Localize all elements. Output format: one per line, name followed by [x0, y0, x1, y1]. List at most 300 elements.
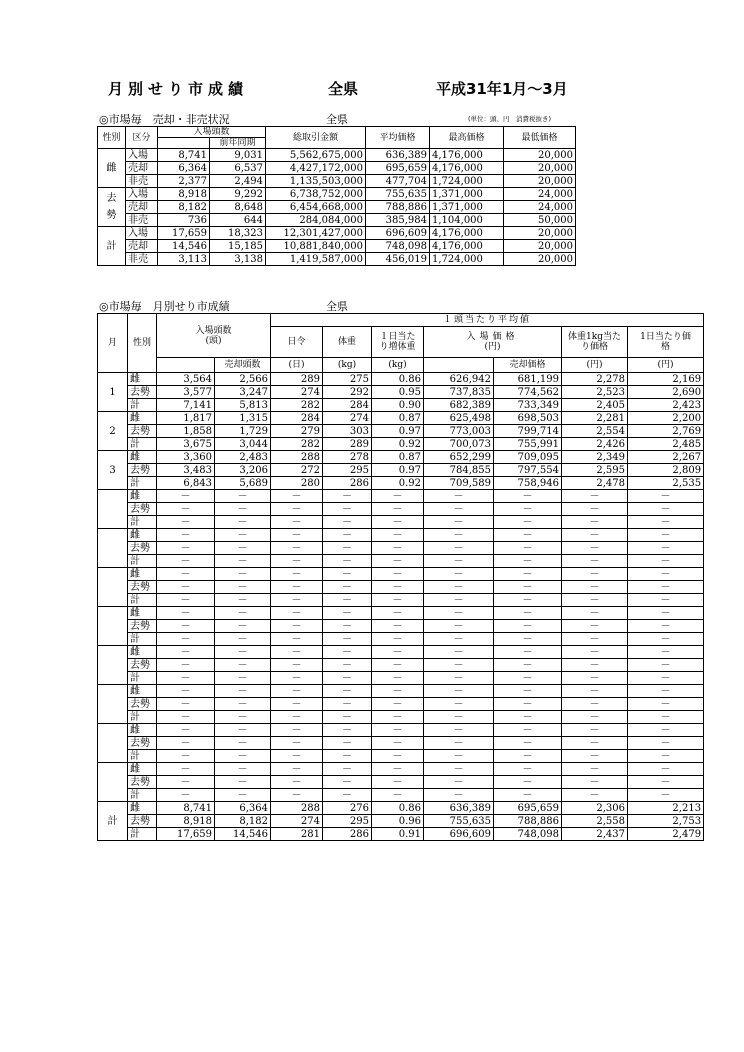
cell-gain: －: [372, 724, 424, 737]
cell-gain: －: [372, 529, 424, 542]
table-row: [98, 425, 704, 438]
cell-avg: 788,886: [366, 201, 430, 214]
table-row: [98, 386, 704, 399]
cell-sold-price: －: [494, 685, 562, 698]
cell-per-day: －: [628, 555, 704, 568]
cell-days: －: [271, 581, 323, 594]
header-gain: [372, 327, 424, 358]
table-row: [98, 802, 704, 815]
header-arrivals: [157, 314, 271, 358]
cell-price: 700,073: [424, 438, 494, 451]
cell-gain: －: [372, 789, 424, 802]
cell-per-day: 2,809: [628, 464, 704, 477]
cell-per-kg: －: [562, 750, 628, 763]
header-weight: 体重: [323, 327, 372, 358]
cell-heads: －: [157, 711, 215, 724]
cell-weight: 286: [323, 828, 372, 841]
cell-amount: 6,738,752,000: [266, 188, 366, 201]
row-sex: 計: [128, 633, 157, 646]
cell-prev-year: 8,648: [210, 201, 266, 214]
cell-sold: －: [215, 555, 271, 568]
table-row: [98, 568, 704, 581]
header-sex: 性別: [128, 314, 157, 373]
table-row: [98, 188, 576, 201]
row-sex: 計: [128, 789, 157, 802]
row-sex: 雌: [128, 451, 157, 464]
row-sex: 去勢: [128, 464, 157, 477]
cell-min: 20,000: [504, 227, 576, 240]
cell-per-day: 2,479: [628, 828, 704, 841]
cell-days: －: [271, 698, 323, 711]
row-class: 入場: [126, 188, 158, 201]
cell-sold-price: －: [494, 607, 562, 620]
cell-per-kg: －: [562, 620, 628, 633]
cell-weight: －: [323, 737, 372, 750]
cell-sold-price: 733,349: [494, 399, 562, 412]
cell-per-day: －: [628, 724, 704, 737]
cell-sold: －: [215, 776, 271, 789]
cell-weight: －: [323, 711, 372, 724]
cell-per-day: －: [628, 789, 704, 802]
cell-days: －: [271, 763, 323, 776]
group-sex: [98, 227, 126, 266]
cell-days: －: [271, 620, 323, 633]
cell-gain: －: [372, 763, 424, 776]
table-row: [98, 698, 704, 711]
cell-avg: 695,659: [366, 162, 430, 175]
header-gain-label: １日当たり増体重: [379, 332, 416, 352]
month-cell: [98, 607, 128, 646]
cell-price: －: [424, 685, 494, 698]
cell-heads: 3,113: [158, 253, 210, 266]
cell-heads: 3,360: [157, 451, 215, 464]
cell-weight: 295: [323, 464, 372, 477]
cell-weight: －: [323, 490, 372, 503]
table-row: [98, 633, 704, 646]
cell-heads: －: [157, 490, 215, 503]
report-title: [100, 78, 620, 100]
cell-heads: －: [157, 542, 215, 555]
table-row: [98, 438, 704, 451]
cell-per-day: －: [628, 685, 704, 698]
cell-price: －: [424, 659, 494, 672]
cell-per-kg: －: [562, 581, 628, 594]
cell-avg: 477,704: [366, 175, 430, 188]
cell-weight: －: [323, 620, 372, 633]
cell-weight: －: [323, 789, 372, 802]
cell-max: 1,371,000: [430, 201, 504, 214]
cell-weight: －: [323, 555, 372, 568]
month-cell: 2: [98, 412, 128, 451]
cell-sold-price: 698,503: [494, 412, 562, 425]
cell-sold-price: 695,659: [494, 802, 562, 815]
cell-sold-price: －: [494, 789, 562, 802]
cell-per-kg: －: [562, 490, 628, 503]
cell-price: 696,609: [424, 828, 494, 841]
cell-gain: －: [372, 594, 424, 607]
header-days: 日令: [271, 327, 323, 358]
header-row: [98, 358, 704, 373]
cell-gain: －: [372, 568, 424, 581]
cell-per-day: －: [628, 490, 704, 503]
cell-sold: 14,546: [215, 828, 271, 841]
header-per-kg: [562, 327, 628, 358]
cell-per-day: －: [628, 763, 704, 776]
cell-sold-price: －: [494, 516, 562, 529]
row-sex: 計: [128, 399, 157, 412]
cell-days: 288: [271, 802, 323, 815]
cell-sold: －: [215, 789, 271, 802]
header-per-day-label: 1日当たり価格: [640, 332, 691, 352]
cell-heads: 8,741: [158, 149, 210, 162]
row-sex: 去勢: [128, 386, 157, 399]
cell-amount: 10,881,840,000: [266, 240, 366, 253]
cell-per-kg: －: [562, 594, 628, 607]
cell-heads: －: [157, 646, 215, 659]
cell-avg: 456,019: [366, 253, 430, 266]
header-per-kg-label: 体重1kg当たり価格: [568, 332, 621, 352]
cell-avg: 636,389: [366, 149, 430, 162]
cell-per-day: －: [628, 581, 704, 594]
cell-sold: －: [215, 724, 271, 737]
cell-sold: 1,315: [215, 412, 271, 425]
cell-gain: －: [372, 646, 424, 659]
cell-price: －: [424, 594, 494, 607]
cell-weight: 275: [323, 373, 372, 386]
header-blank: [424, 358, 494, 373]
header-gain-unit: (kg): [372, 358, 424, 373]
cell-amount: 1,135,503,000: [266, 175, 366, 188]
cell-gain: 0.97: [372, 425, 424, 438]
table-row: [98, 516, 704, 529]
cell-per-kg: 2,595: [562, 464, 628, 477]
table-row: [98, 503, 704, 516]
cell-gain: －: [372, 620, 424, 633]
cell-sold-price: －: [494, 503, 562, 516]
sales-status-table: [97, 126, 576, 266]
cell-heads: －: [157, 685, 215, 698]
cell-heads: 3,564: [157, 373, 215, 386]
cell-sold: －: [215, 672, 271, 685]
cell-gain: －: [372, 516, 424, 529]
cell-weight: －: [323, 633, 372, 646]
table-row: [98, 542, 704, 555]
table-row: [98, 828, 704, 841]
month-cell: 1: [98, 373, 128, 412]
cell-price: －: [424, 607, 494, 620]
cell-gain: 0.91: [372, 828, 424, 841]
cell-days: －: [271, 516, 323, 529]
cell-sold-price: －: [494, 594, 562, 607]
row-class: 入場: [126, 149, 158, 162]
cell-per-day: －: [628, 529, 704, 542]
cell-days: 272: [271, 464, 323, 477]
cell-per-kg: －: [562, 789, 628, 802]
cell-price: －: [424, 633, 494, 646]
table-row: [98, 659, 704, 672]
section1-prefecture: 全県: [326, 113, 348, 126]
row-sex: 去勢: [128, 776, 157, 789]
cell-sold-price: －: [494, 763, 562, 776]
row-class: 非売: [126, 253, 158, 266]
cell-price: －: [424, 516, 494, 529]
cell-sold-price: －: [494, 568, 562, 581]
row-class: 売却: [126, 240, 158, 253]
table-row: [98, 412, 704, 425]
cell-days: 284: [271, 412, 323, 425]
cell-price: 682,389: [424, 399, 494, 412]
cell-heads: －: [157, 633, 215, 646]
header-arrivals-unit: (頭): [205, 335, 222, 346]
cell-days: －: [271, 685, 323, 698]
row-class: 売却: [126, 201, 158, 214]
header-price-label: 入場価格: [466, 332, 519, 342]
cell-sold-price: －: [494, 542, 562, 555]
month-cell: 3: [98, 451, 128, 490]
cell-max: 4,176,000: [430, 149, 504, 162]
row-sex: 去勢: [128, 698, 157, 711]
cell-heads: －: [157, 737, 215, 750]
table-row: [98, 776, 704, 789]
cell-gain: －: [372, 633, 424, 646]
month-cell: 計: [98, 802, 128, 841]
cell-sold: －: [215, 607, 271, 620]
group-sex: [98, 149, 126, 188]
cell-weight: 276: [323, 802, 372, 815]
cell-days: －: [271, 711, 323, 724]
table-row: [98, 763, 704, 776]
cell-per-kg: 2,426: [562, 438, 628, 451]
cell-weight: －: [323, 776, 372, 789]
cell-gain: 0.96: [372, 815, 424, 828]
cell-prev-year: 6,537: [210, 162, 266, 175]
cell-gain: －: [372, 672, 424, 685]
cell-heads: 7,141: [157, 399, 215, 412]
cell-weight: 295: [323, 815, 372, 828]
cell-per-day: －: [628, 698, 704, 711]
cell-prev-year: 9,292: [210, 188, 266, 201]
cell-gain: －: [372, 711, 424, 724]
cell-heads: －: [157, 620, 215, 633]
row-sex: 計: [128, 516, 157, 529]
cell-sold: 5,689: [215, 477, 271, 490]
cell-price: 626,942: [424, 373, 494, 386]
cell-min: 24,000: [504, 201, 576, 214]
cell-gain: －: [372, 503, 424, 516]
cell-per-day: －: [628, 607, 704, 620]
cell-amount: 5,562,675,000: [266, 149, 366, 162]
cell-weight: －: [323, 594, 372, 607]
table-row: [98, 464, 704, 477]
cell-heads: 6,364: [158, 162, 210, 175]
cell-heads: 736: [158, 214, 210, 227]
row-class: 非売: [126, 214, 158, 227]
cell-sold-price: 709,095: [494, 451, 562, 464]
cell-price: －: [424, 581, 494, 594]
cell-days: －: [271, 529, 323, 542]
header-weight-unit: (kg): [323, 358, 372, 373]
row-sex: 雌: [128, 529, 157, 542]
cell-price: －: [424, 646, 494, 659]
cell-per-kg: 2,281: [562, 412, 628, 425]
cell-weight: 274: [323, 412, 372, 425]
cell-per-kg: 2,278: [562, 373, 628, 386]
header-price: [424, 327, 562, 358]
row-class: 売却: [126, 162, 158, 175]
cell-price: －: [424, 503, 494, 516]
row-sex: 雌: [128, 646, 157, 659]
title-main: 月別せり市成績: [108, 80, 249, 98]
cell-sold-price: 774,562: [494, 386, 562, 399]
cell-days: －: [271, 659, 323, 672]
cell-sold: －: [215, 542, 271, 555]
cell-heads: 1,858: [157, 425, 215, 438]
cell-per-kg: －: [562, 503, 628, 516]
cell-sold-price: －: [494, 672, 562, 685]
cell-sold: 5,813: [215, 399, 271, 412]
cell-days: －: [271, 633, 323, 646]
cell-days: 289: [271, 373, 323, 386]
cell-per-kg: －: [562, 763, 628, 776]
cell-gain: －: [372, 490, 424, 503]
cell-max: 1,724,000: [430, 175, 504, 188]
cell-weight: －: [323, 672, 372, 685]
row-sex: 去勢: [128, 815, 157, 828]
cell-gain: 0.95: [372, 386, 424, 399]
cell-price: 652,299: [424, 451, 494, 464]
cell-sold-price: －: [494, 620, 562, 633]
cell-min: 20,000: [504, 149, 576, 162]
cell-sold-price: －: [494, 581, 562, 594]
table-row: [98, 162, 576, 175]
cell-per-kg: 2,349: [562, 451, 628, 464]
cell-days: 281: [271, 828, 323, 841]
cell-heads: －: [157, 750, 215, 763]
title-prefecture: 全県: [328, 80, 359, 98]
row-sex: 計: [128, 477, 157, 490]
cell-days: －: [271, 503, 323, 516]
cell-heads: －: [157, 594, 215, 607]
cell-per-day: 2,423: [628, 399, 704, 412]
cell-weight: －: [323, 607, 372, 620]
cell-per-kg: －: [562, 633, 628, 646]
cell-sold-price: －: [494, 529, 562, 542]
cell-sold: 8,182: [215, 815, 271, 828]
table-row: [98, 175, 576, 188]
cell-gain: －: [372, 542, 424, 555]
group-sex: [98, 188, 126, 227]
cell-per-day: －: [628, 568, 704, 581]
cell-per-kg: －: [562, 568, 628, 581]
group-sex-label: 雌: [106, 162, 117, 174]
row-class: 入場: [126, 227, 158, 240]
cell-weight: －: [323, 568, 372, 581]
cell-amount: 6,454,668,000: [266, 201, 366, 214]
cell-gain: －: [372, 737, 424, 750]
header-blank: [158, 138, 210, 149]
table-row: [98, 490, 704, 503]
cell-per-kg: －: [562, 542, 628, 555]
cell-sold-price: －: [494, 490, 562, 503]
cell-prev-year: 2,494: [210, 175, 266, 188]
cell-days: 282: [271, 438, 323, 451]
cell-sold: －: [215, 529, 271, 542]
cell-max: 4,176,000: [430, 227, 504, 240]
cell-heads: 8,918: [157, 815, 215, 828]
cell-sold: 2,566: [215, 373, 271, 386]
cell-weight: 284: [323, 399, 372, 412]
table-row: [98, 399, 704, 412]
cell-per-kg: －: [562, 555, 628, 568]
header-per-day-unit: (円): [628, 358, 704, 373]
month-cell: [98, 763, 128, 802]
cell-per-day: 2,535: [628, 477, 704, 490]
cell-price: －: [424, 490, 494, 503]
cell-min: 20,000: [504, 240, 576, 253]
month-cell: [98, 685, 128, 724]
cell-heads: 3,577: [157, 386, 215, 399]
cell-gain: －: [372, 581, 424, 594]
cell-per-day: 2,769: [628, 425, 704, 438]
table-row: [98, 737, 704, 750]
cell-weight: －: [323, 503, 372, 516]
row-sex: 計: [128, 555, 157, 568]
cell-per-kg: 2,405: [562, 399, 628, 412]
row-sex: 雌: [128, 490, 157, 503]
cell-per-day: －: [628, 594, 704, 607]
cell-price: 773,003: [424, 425, 494, 438]
table-row: [98, 646, 704, 659]
cell-sold: －: [215, 737, 271, 750]
cell-avg: 755,635: [366, 188, 430, 201]
header-sold: 売却頭数: [215, 358, 271, 373]
cell-amount: 1,419,587,000: [266, 253, 366, 266]
cell-heads: －: [157, 581, 215, 594]
cell-price: 625,498: [424, 412, 494, 425]
header-row: [98, 127, 576, 138]
cell-prev-year: 9,031: [210, 149, 266, 162]
table-row: [98, 724, 704, 737]
header-blank: [157, 358, 215, 373]
table-row: [98, 451, 704, 464]
table-row: [98, 594, 704, 607]
cell-sold: 6,364: [215, 802, 271, 815]
cell-days: 279: [271, 425, 323, 438]
cell-per-day: －: [628, 503, 704, 516]
cell-heads: －: [157, 516, 215, 529]
cell-per-day: －: [628, 737, 704, 750]
header-min-price: 最低価格: [504, 127, 576, 149]
cell-amount: 12,301,427,000: [266, 227, 366, 240]
cell-gain: －: [372, 750, 424, 763]
cell-sold-price: －: [494, 776, 562, 789]
cell-weight: －: [323, 685, 372, 698]
cell-min: 20,000: [504, 162, 576, 175]
row-sex: 雌: [128, 607, 157, 620]
cell-per-kg: －: [562, 776, 628, 789]
header-sex: 性別: [98, 127, 126, 149]
cell-price: －: [424, 529, 494, 542]
cell-days: －: [271, 594, 323, 607]
cell-min: 24,000: [504, 188, 576, 201]
cell-days: －: [271, 776, 323, 789]
cell-sold: －: [215, 711, 271, 724]
cell-price: 737,835: [424, 386, 494, 399]
cell-days: －: [271, 737, 323, 750]
cell-sold-price: 758,946: [494, 477, 562, 490]
cell-per-day: －: [628, 542, 704, 555]
cell-sold: －: [215, 750, 271, 763]
